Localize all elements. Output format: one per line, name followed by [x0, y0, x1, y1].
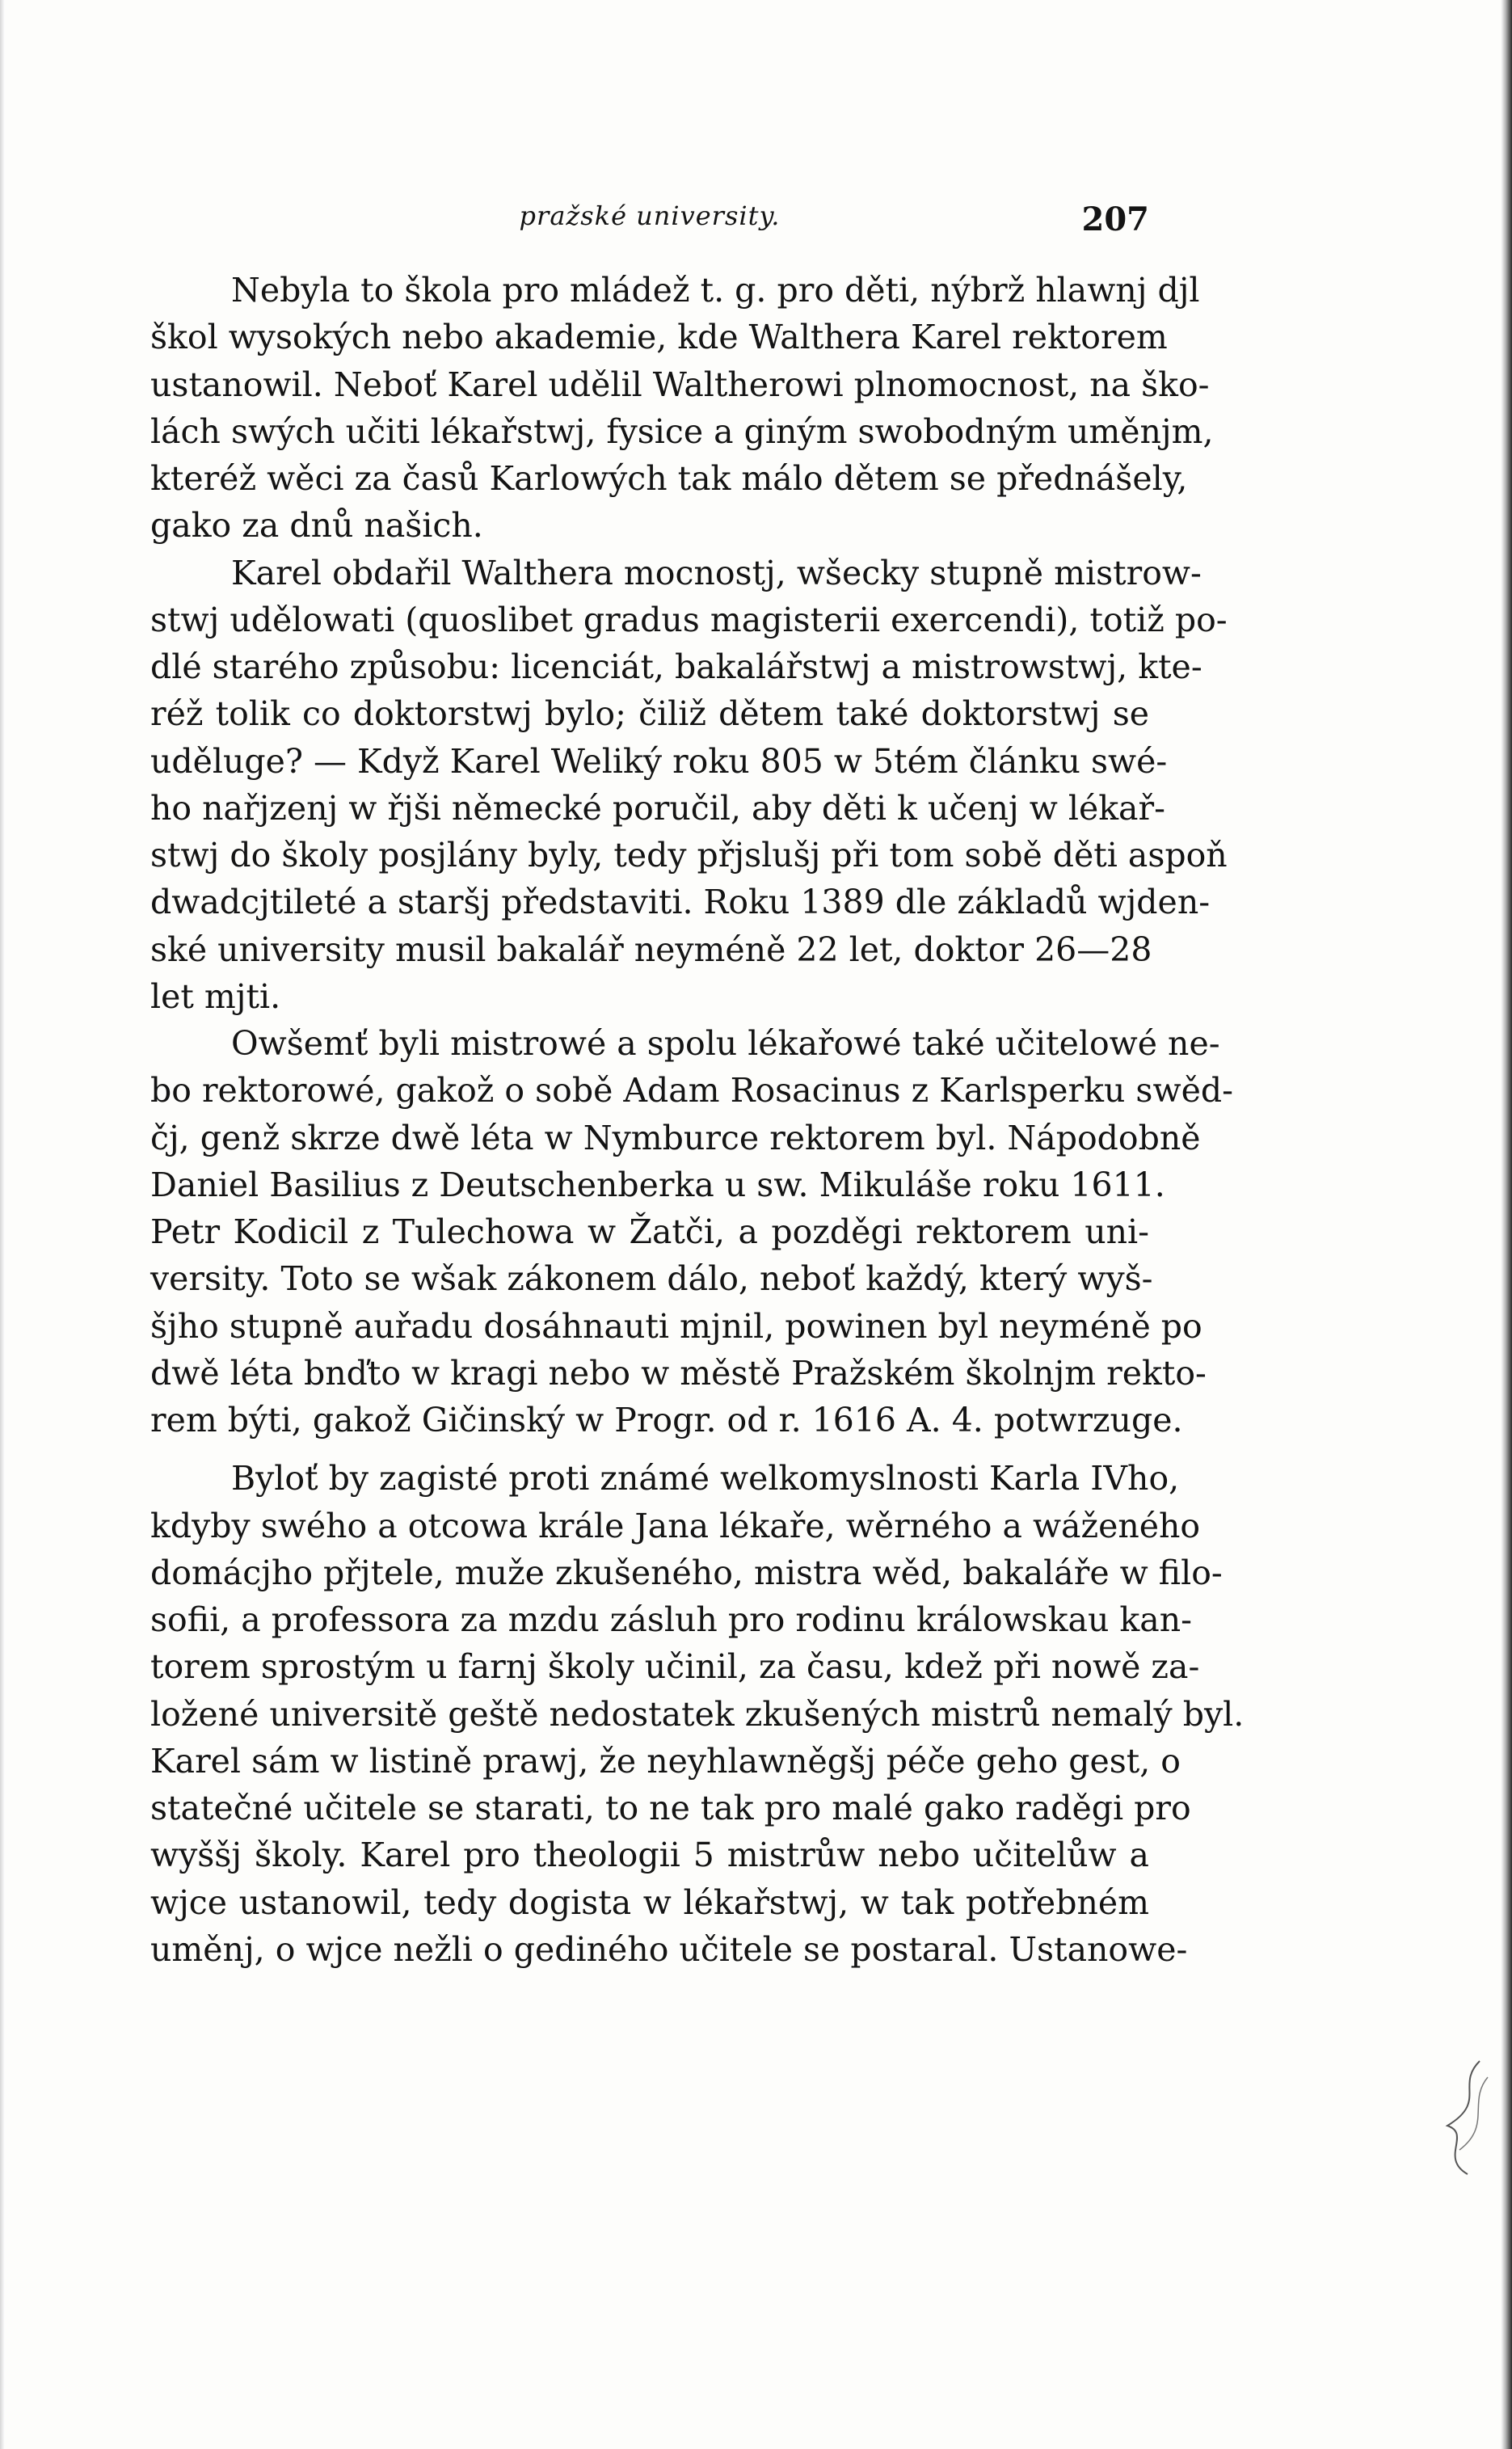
paragraph-2	[150, 550, 1228, 1021]
text-line: Karel sám w listině prawj, že neyhlawněgšj péče geho gest, o	[150, 1741, 1181, 1781]
text-line: uděluge? — Když Karel Weliký roku 805 w 5tém článku swé-	[150, 741, 1168, 781]
text-line: Karel obdařil Walthera mocnostj, wšecky stupně mistrow-	[231, 553, 1202, 592]
text-line: lách swých učiti lékařstwj, fysice a giným swobodným uměnjm,	[150, 411, 1214, 451]
text-line: Petr Kodicil z Tulechowa w Žatči, a pozděgi rektorem uni-	[150, 1212, 1149, 1251]
text-line: Nebyla to škola pro mládež t. g. pro děti, nýbrž hlawnj djl	[231, 271, 1200, 310]
page-header	[150, 200, 1149, 249]
margin-scribble-mark	[1423, 2053, 1496, 2182]
text-line: rem býti, gakož Gičinský w Progr. od r. 1616 A. 4. potwrzuge.	[150, 1401, 1183, 1439]
text-line: škol wysokých nebo akademie, kde Walthera Karel rektorem	[150, 318, 1168, 357]
paragraph-4	[150, 1455, 1245, 1973]
text-line: Owšemť byli mistrowé a spolu lékařowé také učitelowé ne-	[231, 1024, 1220, 1063]
running-title: pražské university.	[519, 200, 781, 231]
text-line: gako za dnů našich.	[150, 506, 483, 546]
text-line: Daniel Basilius z Deutschenberka u sw. Mikuláše roku 1611.	[150, 1165, 1165, 1204]
text-line: dwadcjtileté a staršj představiti. Roku 1389 dle základů wjden-	[150, 883, 1211, 922]
scan-edge-left	[0, 0, 5, 2449]
paragraph-1	[150, 267, 1214, 550]
text-line: ložené universitě geště nedostatek zkušených mistrů nemalý byl.	[150, 1694, 1245, 1734]
text-line: ské university musil bakalář neyméně 22 let, doktor 26—28	[150, 929, 1152, 969]
text-line: domácjho přjtele, muže zkušeného, mistra wěd, bakaláře w filo-	[150, 1553, 1223, 1592]
paragraph-3	[150, 1020, 1233, 1444]
text-line: dlé starého způsobu: licenciát, bakalářstwj a mistrowstwj, kte-	[150, 647, 1202, 686]
text-line: čj, genž skrze dwě léta w Nymburce rektorem byl. Nápodobně	[150, 1118, 1201, 1157]
text-line: torem sprostým u farnj školy učinil, za času, kdež při nowě za-	[150, 1647, 1200, 1687]
text-line: dwě léta bnďto w kragi nebo w městě Pražském školnjm rekto-	[150, 1353, 1207, 1393]
text-line: let mjti.	[150, 976, 281, 1016]
scan-edge-right	[1501, 0, 1512, 2449]
text-line: stwj do školy posjlány byly, tedy přjslušj při tom sobě děti aspoň	[150, 836, 1228, 875]
text-line: réž tolik co doktorstwj bylo; čiliž dětem také doktorstwj se	[150, 694, 1149, 734]
body-text	[150, 267, 1245, 1973]
text-line: ustanowil. Neboť Karel udělil Waltherowi plnomocnost, na ško-	[150, 365, 1210, 404]
text-line: bo rektorowé, gakož o sobě Adam Rosacinus z Karlsperku swěd-	[150, 1071, 1233, 1111]
text-line: wyššj školy. Karel pro theologii 5 mistrůw nebo učitelůw a	[150, 1836, 1149, 1875]
text-line: wjce ustanowil, tedy dogista w lékařstwj, w tak potřebném	[150, 1882, 1149, 1922]
text-line: versity. Toto se wšak zákonem dálo, neboť každý, který wyš-	[150, 1259, 1153, 1299]
text-line: Byloť by zagisté proti známé welkomyslnosti Karla IVho,	[231, 1459, 1180, 1498]
text-line: statečné učitele se starati, to ne tak pro malé gako raděgi pro	[150, 1789, 1191, 1827]
text-line: stwj udělowati (quoslibet gradus magisterii exercendi), totiž po-	[150, 600, 1228, 639]
text-line: kdyby swého a otcowa krále Jana lékaře, wěrného a wáženého	[150, 1506, 1201, 1545]
text-line: šjho stupně auřadu dosáhnauti mjnil, powinen byl neyméně po	[150, 1306, 1202, 1346]
text-line: uměnj, o wjce nežli o gediného učitele se postaral. Ustanowe-	[150, 1929, 1188, 1969]
text-line: kteréž wěci za časů Karlowých tak málo dětem se přednášely,	[150, 459, 1188, 498]
page-number: 207	[1081, 200, 1149, 238]
text-line: ho nařjzenj w řjši německé poručil, aby děti k učenj w lékař-	[150, 788, 1165, 828]
text-line: sofii, a professora za mzdu zásluh pro rodinu králowskau kan-	[150, 1600, 1192, 1639]
